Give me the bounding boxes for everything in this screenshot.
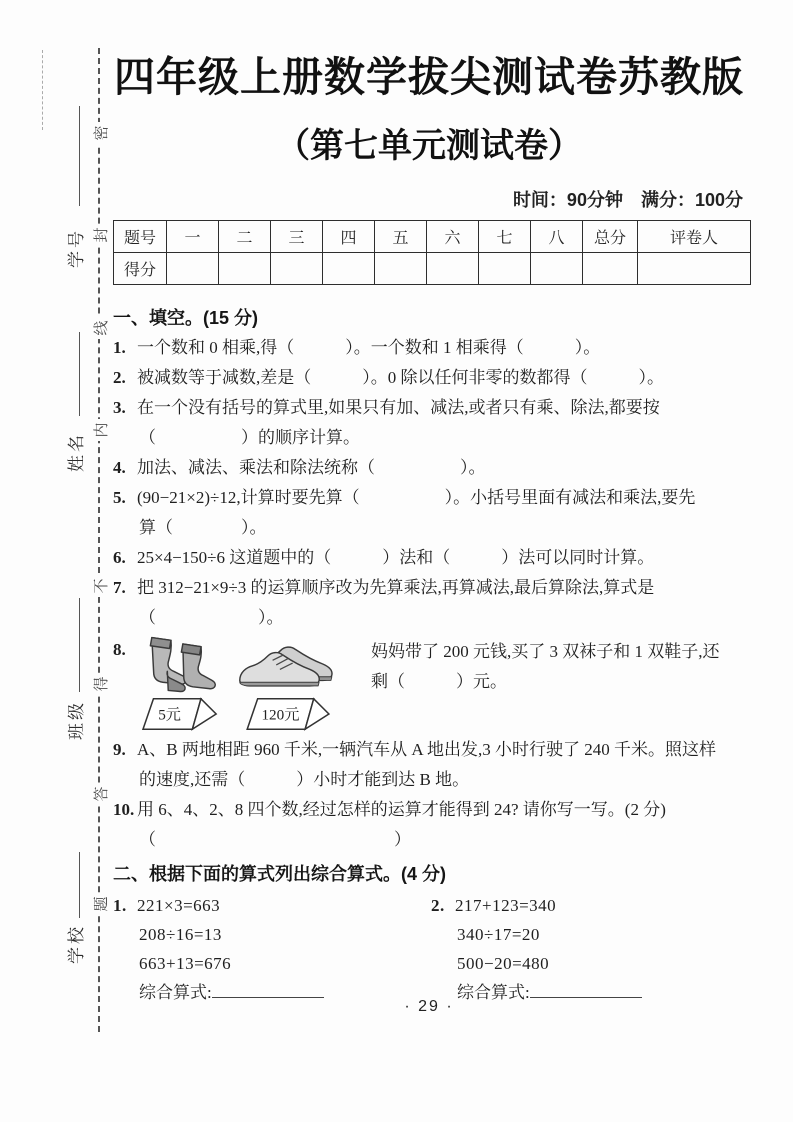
score-empty-cell — [271, 253, 323, 285]
seal-char: 密 — [89, 122, 111, 144]
score-empty-cell — [375, 253, 427, 285]
socks-figure — [137, 633, 225, 733]
question-number: 6. — [113, 548, 126, 567]
answer-label: 综合算式: — [457, 983, 530, 1002]
seal-char: 题 — [89, 893, 111, 915]
seal-char: 内 — [89, 419, 111, 441]
score-table-header-cell: 二 — [219, 221, 271, 253]
seal-char: 不 — [89, 575, 111, 597]
shoe-price-text: 120元 — [261, 706, 300, 724]
question-text: 算（ ）。 — [139, 518, 267, 537]
question-text: 的速度,还需（ ）小时才能到达 B 地。 — [139, 770, 470, 789]
class-blank-line — [79, 598, 80, 692]
score-table-header-cell: 题号 — [114, 221, 167, 253]
question-text: （ ）的顺序计算。 — [139, 428, 360, 447]
section2-group-2 — [431, 891, 749, 1007]
score-empty-cell — [531, 253, 583, 285]
equation: 208÷16=13 — [139, 925, 222, 944]
question-item-3 — [113, 393, 749, 453]
seal-char: 线 — [89, 317, 111, 339]
equation: 221×3=663 — [137, 896, 221, 915]
page-number: · 29 · — [404, 998, 454, 1015]
score-table-header-row — [114, 221, 751, 253]
score-empty-cell — [638, 253, 751, 285]
score-empty-cell — [167, 253, 219, 285]
question-item-7 — [113, 573, 749, 633]
question-number: 2. — [113, 368, 126, 387]
score-table-header-cell: 六 — [427, 221, 479, 253]
sock-price-text: 5元 — [158, 706, 181, 724]
section2-heading: 二、根据下面的算式列出综合算式。(4 分) — [113, 864, 446, 884]
score-empty-cell — [583, 253, 638, 285]
score-empty-cell — [479, 253, 531, 285]
answer-blank-line — [212, 983, 324, 998]
score-table — [113, 220, 751, 285]
question-item-1 — [113, 333, 749, 363]
question-item-2 — [113, 363, 749, 393]
score-table-header-cell: 一 — [167, 221, 219, 253]
score-table-header-cell: 五 — [375, 221, 427, 253]
score-table-header-cell: 总分 — [583, 221, 638, 253]
socks-image — [137, 633, 225, 695]
question-text: 剩（ ）元。 — [371, 672, 507, 691]
question-text: （ ）。 — [139, 608, 284, 627]
question-text: A、B 两地相距 960 千米,一辆汽车从 A 地出发,3 小时行驶了 240 千米。照这样 — [137, 740, 716, 759]
question-text: 在一个没有括号的算式里,如果只有加、减法,或者只有乘、除法,都要按 — [137, 398, 660, 417]
student-id-blank-line — [79, 106, 80, 206]
score-label-cell: 得分 — [114, 253, 167, 285]
question8-text — [371, 637, 720, 697]
question-number: 1. — [113, 338, 126, 357]
seal-char: 答 — [89, 783, 111, 805]
section1-heading: 一、填空。(15 分) — [113, 308, 259, 328]
equation: 340÷17=20 — [457, 925, 540, 944]
question-text: 妈妈带了 200 元钱,买了 3 双袜子和 1 双鞋子,还 — [371, 642, 720, 661]
question-text: 25×4−150÷6 这道题中的（ ）法和（ ）法可以同时计算。 — [137, 548, 655, 567]
time-score-info: 时间：90分钟 满分：100分 — [512, 190, 743, 210]
student-name-label: 姓名 — [66, 432, 86, 472]
seal-dashed-line — [98, 48, 100, 1032]
question-text: (90−21×2)÷12,计算时要先算（ ）。小括号里面有减法和乘法,要先 — [137, 488, 696, 507]
score-table-header-cell: 四 — [323, 221, 375, 253]
answer-label: 综合算式: — [139, 983, 212, 1002]
student-id-label: 学号 — [66, 228, 86, 268]
score-empty-cell — [427, 253, 479, 285]
question-text: 加法、减法、乘法和除法统称（ ）。 — [137, 458, 486, 477]
question-text: 被减数等于减数,差是（ ）。0 除以任何非零的数都得（ ）。 — [137, 368, 664, 387]
question-text: 把 312−21×9÷3 的运算顺序改为先算乘法,再算减法,最后算除法,算式是 — [137, 578, 655, 597]
answer-blank-line — [530, 983, 642, 998]
group-number: 2. — [431, 896, 445, 915]
shoes-figure — [233, 633, 345, 733]
question-number: 7. — [113, 578, 126, 597]
seal-char: 封 — [89, 224, 111, 246]
question-item-10 — [113, 795, 749, 855]
score-table-header-cell: 八 — [531, 221, 583, 253]
score-table-header-cell: 七 — [479, 221, 531, 253]
question-number: 8. — [113, 640, 126, 659]
score-table-header-cell: 三 — [271, 221, 323, 253]
question-item-5 — [113, 483, 749, 543]
shoes-image — [233, 633, 345, 695]
question-number: 4. — [113, 458, 126, 477]
seal-char: 得 — [89, 673, 111, 695]
section2-columns — [113, 891, 749, 1007]
question-item-6 — [113, 543, 749, 573]
question-item-8 — [113, 633, 749, 735]
question-text: 一个数和 0 相乘,得（ ）。一个数和 1 相乘得（ ）。 — [137, 338, 601, 357]
question-text: 用 6、4、2、8 四个数,经过怎样的运算才能得到 24? 请你写一写。(2 分) — [137, 800, 666, 819]
main-content — [113, 303, 749, 1007]
equation: 217+123=340 — [455, 896, 557, 915]
question-item-4 — [113, 453, 749, 483]
shoe-price-tag — [243, 695, 335, 733]
equation: 500−20=480 — [457, 954, 550, 973]
school-blank-line — [79, 852, 80, 918]
group-number: 1. — [113, 896, 127, 915]
score-empty-cell — [219, 253, 271, 285]
question-number: 3. — [113, 398, 126, 417]
question-number: 9. — [113, 740, 126, 759]
question-text: （ ） — [139, 830, 411, 849]
question-number: 10. — [113, 800, 135, 819]
school-label: 学校 — [66, 924, 86, 964]
left-edge-dashed-line — [42, 50, 43, 130]
score-table-header-cell: 评卷人 — [638, 221, 751, 253]
page-title: 四年级上册数学拔尖测试卷苏教版 — [114, 54, 744, 100]
question-item-9 — [113, 735, 749, 795]
sock-price-tag — [139, 695, 223, 733]
class-label: 班级 — [66, 700, 86, 740]
section2-group-1 — [113, 891, 431, 1007]
student-name-blank-line — [79, 332, 80, 416]
score-empty-cell — [323, 253, 375, 285]
score-table-score-row — [114, 253, 751, 285]
page-subtitle: （第七单元测试卷） — [276, 127, 582, 165]
question-number: 5. — [113, 488, 126, 507]
equation: 663+13=676 — [139, 954, 232, 973]
